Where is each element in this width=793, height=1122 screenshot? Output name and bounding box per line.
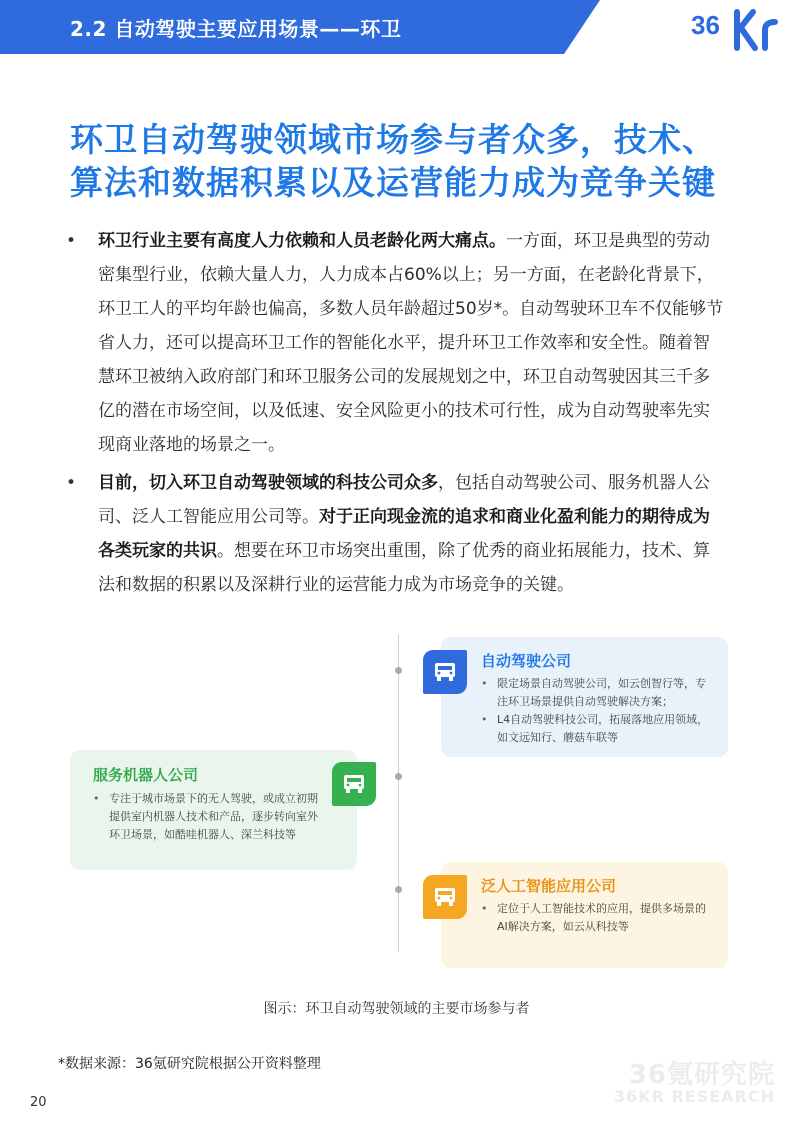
bullet-bold-text: 环卫行业主要有高度人力依赖和人员老龄化两大痛点。: [98, 231, 506, 251]
bullet-item: [66, 224, 726, 462]
page-title: 环卫自动驾驶领域市场参与者众多，技术、算法和数据积累以及运营能力成为竞争关键: [70, 120, 716, 202]
card-list-item: • L4自动驾驶科技公司，拓展落地应用领域，如文远知行、蘑菇车联等: [481, 711, 713, 747]
bullet-item: [66, 466, 726, 602]
card-service-robot: [70, 750, 357, 870]
card-list-item: • 专注于城市场景下的无人驾驶，或成立初期提供室内机器人技术和产品，逐步转向室外环卫场景，如酷哇机器人、深兰科技等: [93, 790, 325, 844]
bullet-list: [66, 224, 726, 602]
bullet-text: 。想要在环卫市场突出重围，除了优秀的商业拓展能力，技术、算法和数据的积累以及深耕行业的运营能力成为市场竞争的关键。: [98, 541, 710, 595]
data-source-note: *数据来源：36氪研究院根据公开资料整理: [58, 1056, 321, 1072]
card-list: [481, 900, 713, 936]
watermark-cn: 36氪研究院: [628, 1060, 775, 1090]
card-list-item: • 限定场景自动驾驶公司，如云创智行等，专注环卫场景提供自动驾驶解决方案；: [481, 675, 713, 711]
bullet-dot: •: [66, 473, 77, 493]
truck-icon: [423, 875, 467, 919]
truck-icon: [332, 762, 376, 806]
bullet-bold-text: 目前，切入环卫自动驾驶领域的科技公司众多: [98, 473, 438, 493]
card-list: [93, 790, 325, 844]
36kr-logo: [687, 4, 787, 52]
watermark-en: 36KR RESEARCH: [613, 1087, 775, 1106]
bullet-text: 一方面，环卫是典型的劳动密集型行业，依赖大量人力，人力成本占60%以上；另一方面，在老龄化背景下，环卫工人的平均年龄也偏高，多数人员年龄超过50岁*。自动驾驶环卫车不仅能够节省人力，还可以提高环卫工作的智能化水平，提升环卫工作效率和安全性。随着智慧环卫被纳入政府部门和环卫服务公司的发展规划之中，环卫自动驾驶因其三千多亿的潜在市场空间，以及低速、安全风险更小的技术可行性，成为自动驾驶率先实现商业落地的场景之一。: [98, 231, 724, 455]
page-number: 20: [30, 1095, 47, 1110]
timeline-line: [398, 634, 399, 952]
bullet-text: ，包括自动驾驶公司、服务机器人公司、泛人工智能应用公司等。: [98, 473, 710, 527]
card-title: 泛人工智能应用公司: [481, 877, 617, 895]
bullet-dot: •: [66, 231, 77, 251]
svg-text:36: 36: [691, 10, 720, 40]
bullet-bold-text: 对于正向现金流的追求和商业化盈利能力的期待成为各类玩家的共识: [98, 507, 710, 561]
timeline-dot: [395, 773, 402, 780]
truck-icon: [423, 650, 467, 694]
card-ai-application: [441, 862, 728, 968]
card-list: [481, 675, 713, 747]
section-title: 2.2 自动驾驶主要应用场景——环卫: [70, 17, 402, 41]
card-title: 自动驾驶公司: [481, 652, 572, 670]
figure-caption: 图示：环卫自动驾驶领域的主要市场参与者: [263, 1001, 530, 1017]
card-title: 服务机器人公司: [93, 766, 199, 784]
card-list-item: • 定位于人工智能技术的应用，提供多场景的AI解决方案，如云从科技等: [481, 900, 713, 936]
timeline-dot: [395, 886, 402, 893]
timeline-dot: [395, 667, 402, 674]
card-autonomous-driving: [441, 637, 728, 757]
